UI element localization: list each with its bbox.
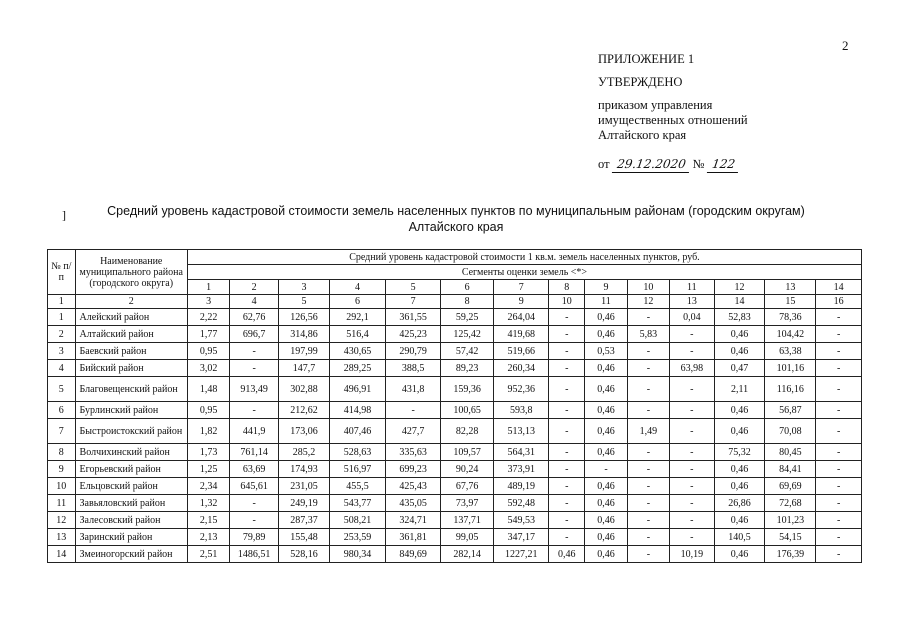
segment-value: 0,46: [714, 461, 765, 478]
header-num: № п/п: [48, 250, 76, 295]
margin-mark: ]: [62, 208, 66, 222]
segment-value: -: [670, 461, 715, 478]
segment-value: -: [670, 343, 715, 360]
segment-value: 314,86: [279, 326, 330, 343]
district-name: Завьяловский район: [75, 495, 187, 512]
segment-value: -: [627, 377, 669, 402]
header-name: Наименование муниципального района (городского округа): [75, 250, 187, 295]
table-row: [48, 444, 862, 461]
segment-value: 2,15: [187, 512, 229, 529]
segment-value: 56,87: [765, 402, 816, 419]
segment-value: -: [670, 419, 715, 444]
segment-value: 126,56: [279, 309, 330, 326]
header-segments: Сегменты оценки земель <*>: [187, 265, 861, 280]
segment-value: 441,9: [230, 419, 279, 444]
segment-value: 78,36: [765, 309, 816, 326]
header-average-value: Средний уровень кадастровой стоимости 1 кв.м. земель населенных пунктов, руб.: [187, 250, 861, 265]
segment-value: 264,04: [494, 309, 549, 326]
segment-value: 26,86: [714, 495, 765, 512]
segment-value: 73,97: [441, 495, 494, 512]
segment-value: 543,77: [329, 495, 385, 512]
row-number: 4: [48, 360, 76, 377]
table-row: [48, 546, 862, 563]
segment-value: 72,68: [765, 495, 816, 512]
segment-value: 79,89: [230, 529, 279, 546]
segment-value: 176,39: [765, 546, 816, 563]
segment-value: 373,91: [494, 461, 549, 478]
segment-value: 592,48: [494, 495, 549, 512]
segment-value: -: [627, 478, 669, 495]
table-row: [48, 309, 862, 326]
district-name: Волчихинский район: [75, 444, 187, 461]
document-title: [100, 203, 812, 235]
segment-value: 347,17: [494, 529, 549, 546]
segment-value: -: [816, 309, 862, 326]
segment-value: 1,25: [187, 461, 229, 478]
segment-value: 174,93: [279, 461, 330, 478]
segment-value: 0,46: [585, 377, 627, 402]
segment-value: -: [230, 495, 279, 512]
segment-value: 430,65: [329, 343, 385, 360]
segment-value: 1,77: [187, 326, 229, 343]
segment-value: 645,61: [230, 478, 279, 495]
column-number: 11: [585, 295, 627, 309]
segment-value: -: [627, 546, 669, 563]
segment-value: -: [816, 478, 862, 495]
segment-value: -: [549, 402, 585, 419]
segment-value: 292,1: [329, 309, 385, 326]
district-name: Егорьевский район: [75, 461, 187, 478]
segment-value: 63,98: [670, 360, 715, 377]
segment-value: 101,16: [765, 360, 816, 377]
segment-value: 249,19: [279, 495, 330, 512]
segment-value: 513,13: [494, 419, 549, 444]
column-number: 1: [48, 295, 76, 309]
segment-value: -: [549, 309, 585, 326]
segment-value: 54,15: [765, 529, 816, 546]
segment-value: 508,21: [329, 512, 385, 529]
segment-header: 5: [386, 280, 441, 295]
segment-value: 212,62: [279, 402, 330, 419]
segment-value: -: [549, 478, 585, 495]
segment-value: 80,45: [765, 444, 816, 461]
segment-value: 699,23: [386, 461, 441, 478]
segment-value: -: [627, 343, 669, 360]
approval-block: [598, 52, 748, 173]
order-line-1: приказом управления: [598, 98, 713, 112]
segment-value: -: [816, 360, 862, 377]
district-name: Бурлинский район: [75, 402, 187, 419]
district-name: Алтайский район: [75, 326, 187, 343]
segment-header: 10: [627, 280, 669, 295]
table-row: [48, 326, 862, 343]
segment-value: 519,66: [494, 343, 549, 360]
segment-value: 1,82: [187, 419, 229, 444]
segment-value: -: [816, 461, 862, 478]
segment-value: 155,48: [279, 529, 330, 546]
segment-value: 455,5: [329, 478, 385, 495]
segment-value: 57,42: [441, 343, 494, 360]
segment-value: -: [386, 402, 441, 419]
segment-value: 528,16: [279, 546, 330, 563]
segment-value: 125,42: [441, 326, 494, 343]
district-name: Змеиногорский район: [75, 546, 187, 563]
segment-value: -: [627, 360, 669, 377]
column-number: 3: [187, 295, 229, 309]
segment-value: 2,22: [187, 309, 229, 326]
segment-value: 913,49: [230, 377, 279, 402]
row-number: 9: [48, 461, 76, 478]
segment-value: -: [816, 495, 862, 512]
page-number: 2: [842, 38, 849, 53]
segment-header: 2: [230, 280, 279, 295]
segment-value: -: [230, 360, 279, 377]
order-number: 122: [706, 157, 739, 173]
segment-value: 69,69: [765, 478, 816, 495]
segment-value: 388,5: [386, 360, 441, 377]
table-row: [48, 478, 862, 495]
table-row: [48, 402, 862, 419]
order-date: 29.12.2020: [612, 157, 691, 173]
segment-value: -: [627, 529, 669, 546]
segment-value: 0,47: [714, 360, 765, 377]
segment-value: 63,69: [230, 461, 279, 478]
segment-value: 0,95: [187, 343, 229, 360]
segment-value: 59,25: [441, 309, 494, 326]
segment-value: -: [816, 546, 862, 563]
segment-value: 427,7: [386, 419, 441, 444]
segment-value: -: [816, 512, 862, 529]
column-number: 12: [627, 295, 669, 309]
segment-value: 1,73: [187, 444, 229, 461]
segment-value: 99,05: [441, 529, 494, 546]
row-number: 8: [48, 444, 76, 461]
segment-value: -: [230, 512, 279, 529]
segment-value: 0,04: [670, 309, 715, 326]
row-number: 5: [48, 377, 76, 402]
segment-value: 289,25: [329, 360, 385, 377]
column-number: 14: [714, 295, 765, 309]
district-name: Быстроистокский район: [75, 419, 187, 444]
segment-value: -: [670, 402, 715, 419]
segment-value: 2,51: [187, 546, 229, 563]
table-row: [48, 419, 862, 444]
segment-value: -: [670, 512, 715, 529]
segment-value: 361,55: [386, 309, 441, 326]
column-number: 9: [494, 295, 549, 309]
segment-value: 425,43: [386, 478, 441, 495]
order-date-line: [598, 157, 748, 173]
segment-value: 0,46: [714, 478, 765, 495]
segment-value: 564,31: [494, 444, 549, 461]
segment-value: -: [549, 377, 585, 402]
segment-value: 0,46: [714, 419, 765, 444]
column-number: 4: [230, 295, 279, 309]
segment-value: 435,05: [386, 495, 441, 512]
district-name: Благовещенский район: [75, 377, 187, 402]
segment-value: 82,28: [441, 419, 494, 444]
segment-value: 0,46: [585, 309, 627, 326]
district-name: Заринский район: [75, 529, 187, 546]
segment-value: 231,05: [279, 478, 330, 495]
segment-value: 0,46: [585, 495, 627, 512]
row-number: 10: [48, 478, 76, 495]
segment-value: -: [230, 343, 279, 360]
segment-value: -: [627, 495, 669, 512]
segment-value: -: [816, 444, 862, 461]
segment-value: 116,16: [765, 377, 816, 402]
segment-value: 516,4: [329, 326, 385, 343]
segment-value: -: [670, 495, 715, 512]
segment-value: -: [585, 461, 627, 478]
segment-value: 0,46: [585, 529, 627, 546]
table-row: [48, 495, 862, 512]
column-number: 16: [816, 295, 862, 309]
segment-value: -: [670, 529, 715, 546]
segment-value: -: [670, 444, 715, 461]
table-row: [48, 461, 862, 478]
approved-label: УТВЕРЖДЕНО: [598, 75, 683, 89]
segment-header: 13: [765, 280, 816, 295]
row-number: 11: [48, 495, 76, 512]
segment-value: 761,14: [230, 444, 279, 461]
segment-header: 4: [329, 280, 385, 295]
segment-header: 14: [816, 280, 862, 295]
segment-value: -: [549, 529, 585, 546]
appendix-label: ПРИЛОЖЕНИЕ 1: [598, 52, 695, 66]
segment-value: 2,11: [714, 377, 765, 402]
segment-value: -: [549, 419, 585, 444]
segment-value: 302,88: [279, 377, 330, 402]
segment-value: 67,76: [441, 478, 494, 495]
segment-header: 1: [187, 280, 229, 295]
column-number: 15: [765, 295, 816, 309]
column-number: 10: [549, 295, 585, 309]
segment-value: -: [816, 529, 862, 546]
segment-value: 0,46: [714, 326, 765, 343]
segment-value: 2,34: [187, 478, 229, 495]
district-name: Ельцовский район: [75, 478, 187, 495]
segment-value: 282,14: [441, 546, 494, 563]
segment-value: -: [670, 326, 715, 343]
segment-value: 285,2: [279, 444, 330, 461]
column-number: 7: [386, 295, 441, 309]
segment-value: 2,13: [187, 529, 229, 546]
segment-value: 0,46: [714, 546, 765, 563]
segment-value: 1227,21: [494, 546, 549, 563]
segment-value: -: [549, 326, 585, 343]
segment-value: 260,34: [494, 360, 549, 377]
segment-value: 84,41: [765, 461, 816, 478]
segment-value: 414,98: [329, 402, 385, 419]
cadastral-value-table: [47, 249, 862, 563]
segment-value: 90,24: [441, 461, 494, 478]
column-number: 2: [75, 295, 187, 309]
segment-value: 549,53: [494, 512, 549, 529]
segment-value: 290,79: [386, 343, 441, 360]
row-number: 6: [48, 402, 76, 419]
segment-value: 0,46: [585, 546, 627, 563]
segment-value: 5,83: [627, 326, 669, 343]
segment-value: 52,83: [714, 309, 765, 326]
segment-value: 324,71: [386, 512, 441, 529]
district-name: Бийский район: [75, 360, 187, 377]
column-number: 13: [670, 295, 715, 309]
segment-header: 11: [670, 280, 715, 295]
segment-value: 100,65: [441, 402, 494, 419]
segment-value: 159,36: [441, 377, 494, 402]
segment-value: 1,32: [187, 495, 229, 512]
segment-value: -: [816, 343, 862, 360]
row-number: 2: [48, 326, 76, 343]
segment-value: 361,81: [386, 529, 441, 546]
column-number: 6: [329, 295, 385, 309]
order-line-3: Алтайского края: [598, 128, 687, 142]
segment-value: 1,48: [187, 377, 229, 402]
segment-value: 0,46: [585, 402, 627, 419]
district-name: Алейский район: [75, 309, 187, 326]
segment-value: 104,42: [765, 326, 816, 343]
segment-value: 197,99: [279, 343, 330, 360]
segment-value: 3,02: [187, 360, 229, 377]
segment-value: 287,37: [279, 512, 330, 529]
segment-value: 952,36: [494, 377, 549, 402]
row-number: 14: [48, 546, 76, 563]
segment-value: -: [816, 402, 862, 419]
segment-header: 12: [714, 280, 765, 295]
segment-value: -: [549, 495, 585, 512]
segment-value: 0,46: [585, 360, 627, 377]
segment-value: 0,46: [714, 402, 765, 419]
segment-value: 496,91: [329, 377, 385, 402]
segment-value: 0,46: [714, 343, 765, 360]
segment-value: 10,19: [670, 546, 715, 563]
segment-value: -: [549, 360, 585, 377]
number-label: №: [692, 157, 705, 171]
district-name: Баевский район: [75, 343, 187, 360]
district-name: Залесовский район: [75, 512, 187, 529]
row-number: 1: [48, 309, 76, 326]
segment-value: -: [627, 402, 669, 419]
title-line-1: Средний уровень кадастровой стоимости земель населенных пунктов по муниципальным районам (городским округам): [107, 204, 805, 218]
segment-header: 3: [279, 280, 330, 295]
segment-value: -: [230, 402, 279, 419]
segment-value: -: [816, 377, 862, 402]
segment-value: 528,63: [329, 444, 385, 461]
segment-value: -: [627, 461, 669, 478]
segment-value: 0,46: [549, 546, 585, 563]
segment-value: -: [816, 419, 862, 444]
segment-value: 173,06: [279, 419, 330, 444]
row-number: 7: [48, 419, 76, 444]
segment-header: 9: [585, 280, 627, 295]
segment-value: 140,5: [714, 529, 765, 546]
segment-value: 1486,51: [230, 546, 279, 563]
segment-value: 407,46: [329, 419, 385, 444]
segment-value: 419,68: [494, 326, 549, 343]
segment-value: 980,34: [329, 546, 385, 563]
segment-value: 0,46: [585, 512, 627, 529]
table-row: [48, 529, 862, 546]
segment-value: 489,19: [494, 478, 549, 495]
title-line-2: Алтайского края: [408, 220, 504, 234]
segment-value: 1,49: [627, 419, 669, 444]
segment-header: 8: [549, 280, 585, 295]
table-row: [48, 377, 862, 402]
segment-value: 253,59: [329, 529, 385, 546]
segment-value: 431,8: [386, 377, 441, 402]
row-number: 12: [48, 512, 76, 529]
segment-value: -: [627, 444, 669, 461]
segment-value: 89,23: [441, 360, 494, 377]
segment-value: 696,7: [230, 326, 279, 343]
segment-value: -: [627, 512, 669, 529]
column-number: 8: [441, 295, 494, 309]
segment-value: 0,46: [585, 419, 627, 444]
table-row: [48, 343, 862, 360]
from-label: от: [598, 157, 610, 171]
segment-value: 75,32: [714, 444, 765, 461]
segment-value: -: [549, 444, 585, 461]
segment-header: 6: [441, 280, 494, 295]
segment-value: 516,97: [329, 461, 385, 478]
segment-value: -: [670, 377, 715, 402]
segment-value: -: [816, 326, 862, 343]
segment-value: 70,08: [765, 419, 816, 444]
segment-value: 0,46: [585, 478, 627, 495]
table-row: [48, 512, 862, 529]
segment-value: 0,46: [585, 444, 627, 461]
segment-value: 0,46: [585, 326, 627, 343]
segment-value: 593,8: [494, 402, 549, 419]
segment-value: 335,63: [386, 444, 441, 461]
segment-value: 0,53: [585, 343, 627, 360]
segment-value: -: [549, 343, 585, 360]
order-line-2: имущественных отношений: [598, 113, 748, 127]
segment-value: 109,57: [441, 444, 494, 461]
row-number: 3: [48, 343, 76, 360]
column-number: 5: [279, 295, 330, 309]
segment-value: 849,69: [386, 546, 441, 563]
segment-value: 63,38: [765, 343, 816, 360]
segment-value: -: [670, 478, 715, 495]
segment-value: 62,76: [230, 309, 279, 326]
segment-value: -: [627, 309, 669, 326]
segment-value: 425,23: [386, 326, 441, 343]
segment-value: -: [549, 512, 585, 529]
segment-value: -: [549, 461, 585, 478]
segment-value: 147,7: [279, 360, 330, 377]
segment-value: 0,95: [187, 402, 229, 419]
segment-header: 7: [494, 280, 549, 295]
table-row: [48, 360, 862, 377]
row-number: 13: [48, 529, 76, 546]
segment-value: 101,23: [765, 512, 816, 529]
segment-value: 0,46: [714, 512, 765, 529]
segment-value: 137,71: [441, 512, 494, 529]
